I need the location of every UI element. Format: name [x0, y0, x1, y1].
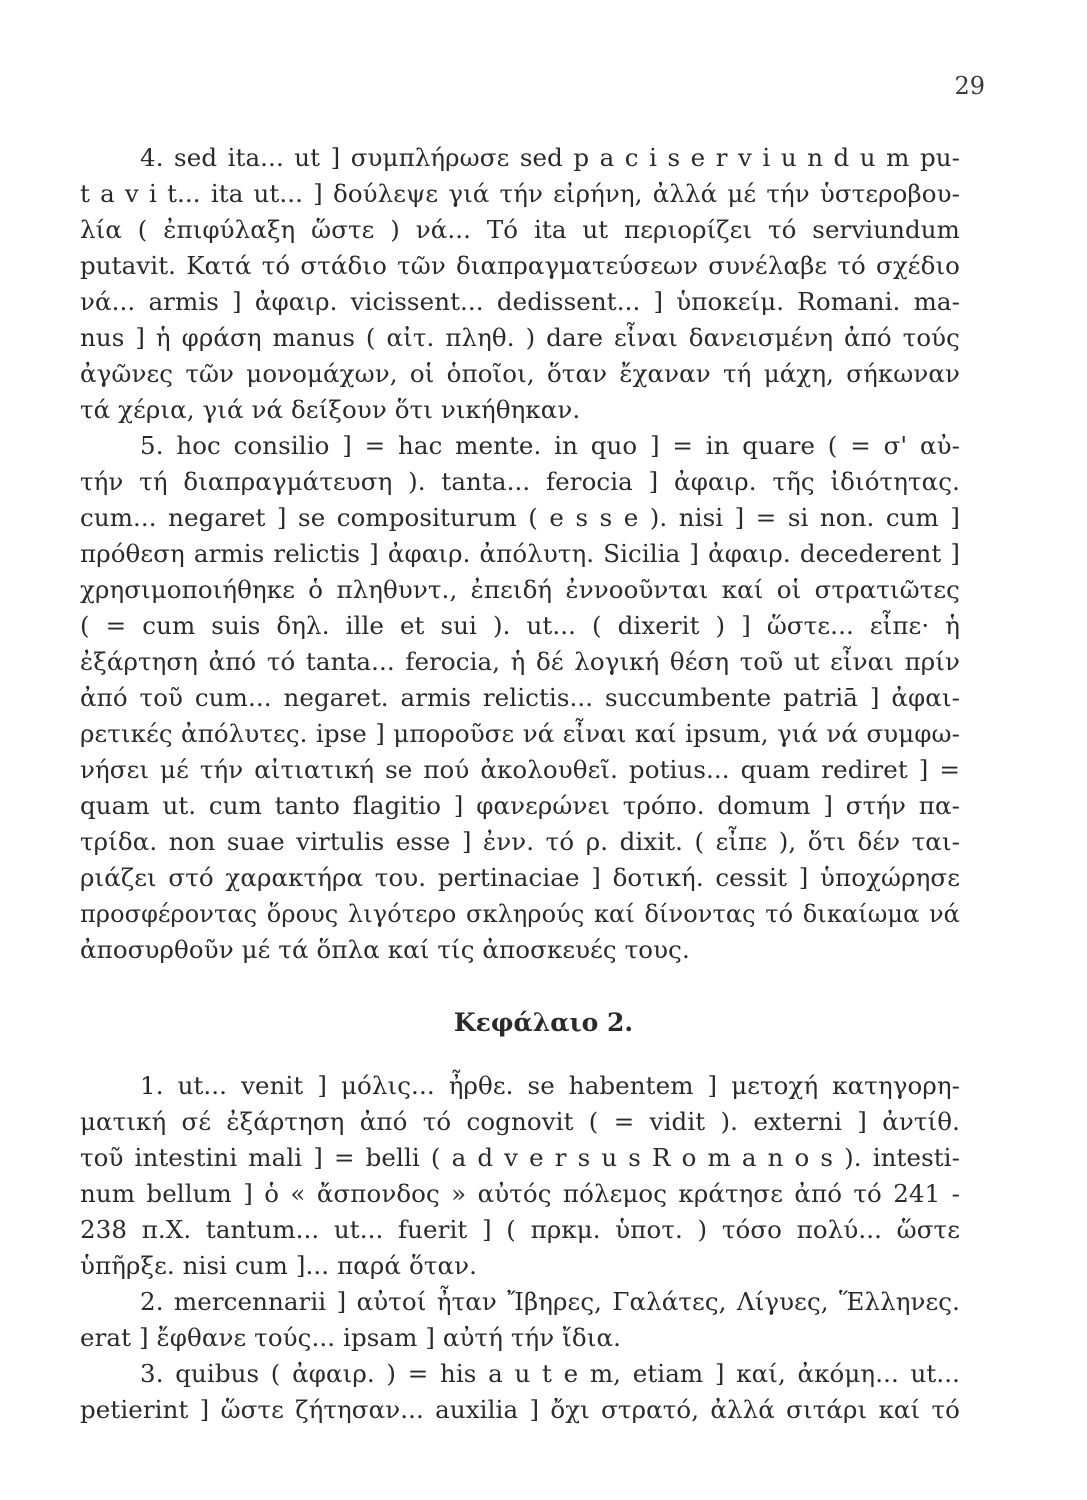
text-line: ( = cum suis δηλ. ille et sui ). ut... ( dixerit ) ] ὥστε... εἶπε· ἡ	[80, 611, 960, 640]
text-line: ἀγῶνες τῶν μονομάχων, οἱ ὁποῖοι, ὅταν ἔχαναν τή μάχη, σήκωναν	[80, 359, 960, 388]
text-line: πρόθεση armis relictis ] ἀφαιρ. ἀπόλυτη. Sicilia ] ἀφαιρ. decederent ]	[80, 539, 960, 568]
text-line: 3. quibus ( ἀφαιρ. ) = his a u t e m, etiam ] καί, ἀκόμη... ut...	[140, 1359, 960, 1388]
text-line: ρετικές ἀπόλυτες. ipse ] μποροῦσε νά εἶναι καί ipsum, γιά νά συμφω-	[80, 719, 960, 748]
text-line: τρίδα. non suae virtulis esse ] ἐνν. τό ρ. dixit. ( εἶπε ), ὅτι δέν ται-	[80, 827, 960, 856]
text-line: 238 π.Χ. tantum... ut... fuerit ] ( πρκμ. ὑποτ. ) τόσο πολύ... ὥστε	[80, 1215, 960, 1244]
text-line: 4. sed ita... ut ] συμπλήρωσε sed p a c i s e r v i u n d u m pu-	[140, 143, 960, 172]
section-1-text	[80, 140, 960, 968]
text-line: erat ] ἔφθανε τούς... ipsam ] αὐτή τήν ἴδια.	[80, 1323, 621, 1352]
chapter-heading: Κεφάλαιο 2.	[453, 1008, 634, 1037]
text-line: t a v i t... ita ut... ] δούλεψε γιά τήν εἰρήνη, ἀλλά μέ τήν ὑστεροβου-	[80, 179, 960, 208]
text-line: petierint ] ὥστε ζήτησαν... auxilia ] ὄχι στρατό, ἀλλά σιτάρι καί τό	[80, 1395, 960, 1424]
text-line: nus ] ἡ φράση manus ( αἰτ. πληθ. ) dare εἶναι δανεισμένη ἀπό τούς	[80, 323, 960, 352]
text-line: ἀποσυρθοῦν μέ τά ὅπλα καί τίς ἀποσκευές τους.	[80, 935, 690, 964]
text-line: putavit. Κατά τό στάδιο τῶν διαπραγματεύσεων συνέλαβε τό σχέδιο	[80, 251, 960, 280]
section-2-text	[80, 1068, 960, 1428]
text-line: τοῦ intestini mali ] = belli ( a d v e r s u s R o m a n o s ). intesti-	[80, 1143, 960, 1172]
text-line: ριάζει στό χαρακτήρα του. pertinaciae ] δοτική. cessit ] ὑποχώρησε	[80, 863, 960, 892]
text-line: ἀπό τοῦ cum... negaret. armis relictis... succumbente patriā ] ἀφαι-	[80, 683, 960, 712]
text-line: num bellum ] ὁ « ἄσπονδος » αὐτός πόλεμος κράτησε ἀπό τό 241 -	[80, 1179, 960, 1208]
text-line: quam ut. cum tanto flagitio ] φανερώνει τρόπο. domum ] στήν πα-	[80, 791, 960, 820]
text-line: νά... armis ] ἀφαιρ. vicissent... dedissent... ] ὑποκείμ. Romani. ma-	[80, 287, 960, 316]
text-line: ματική σέ ἐξάρτηση ἀπό τό cognovit ( = vidit ). externi ] ἀντίθ.	[80, 1107, 960, 1136]
text-line: 5. hoc consilio ] = hac mente. in quo ] = in quare ( = σ' αὐ-	[140, 431, 960, 460]
text-line: cum... negaret ] se compositurum ( e s s e ). nisi ] = si non. cum ]	[80, 503, 960, 532]
text-line: προσφέροντας ὅρους λιγότερο σκληρούς καί δίνοντας τό δικαίωμα νά	[80, 900, 960, 928]
text-line: 2. mercennarii ] αὐτοί ἦταν Ἴβηρες, Γαλάτες, Λίγυες, Ἕλληνες.	[140, 1287, 960, 1316]
text-line: ἐξάρτηση ἀπό τό tanta... ferocia, ἡ δέ λογική θέση τοῦ ut εἶναι πρίν	[80, 647, 960, 676]
text-line: ὑπῆρξε. nisi cum ]... παρά ὅταν.	[80, 1251, 477, 1280]
page-number: 29	[954, 72, 985, 100]
text-line: νήσει μέ τήν αἰτιατική se πού ἀκολουθεῖ. potius... quam rediret ] =	[80, 755, 960, 784]
text-line: χρησιμοποιήθηκε ὁ πληθυντ., ἐπειδή ἐννοοῦνται καί οἱ στρατιῶτες	[80, 575, 960, 604]
text-line: τά χέρια, γιά νά δείξουν ὅτι νικήθηκαν.	[80, 395, 581, 424]
text-line: τήν τή διαπραγμάτευση ). tanta... ferocia ] ἀφαιρ. τῆς ἰδιότητας.	[80, 467, 960, 496]
text-line: 1. ut... venit ] μόλις... ἦρθε. se habentem ] μετοχή κατηγορη-	[140, 1071, 960, 1100]
text-line: λία ( ἐπιφύλαξη ὥστε ) νά... Τό ita ut περιορίζει τό serviundum	[80, 215, 960, 244]
